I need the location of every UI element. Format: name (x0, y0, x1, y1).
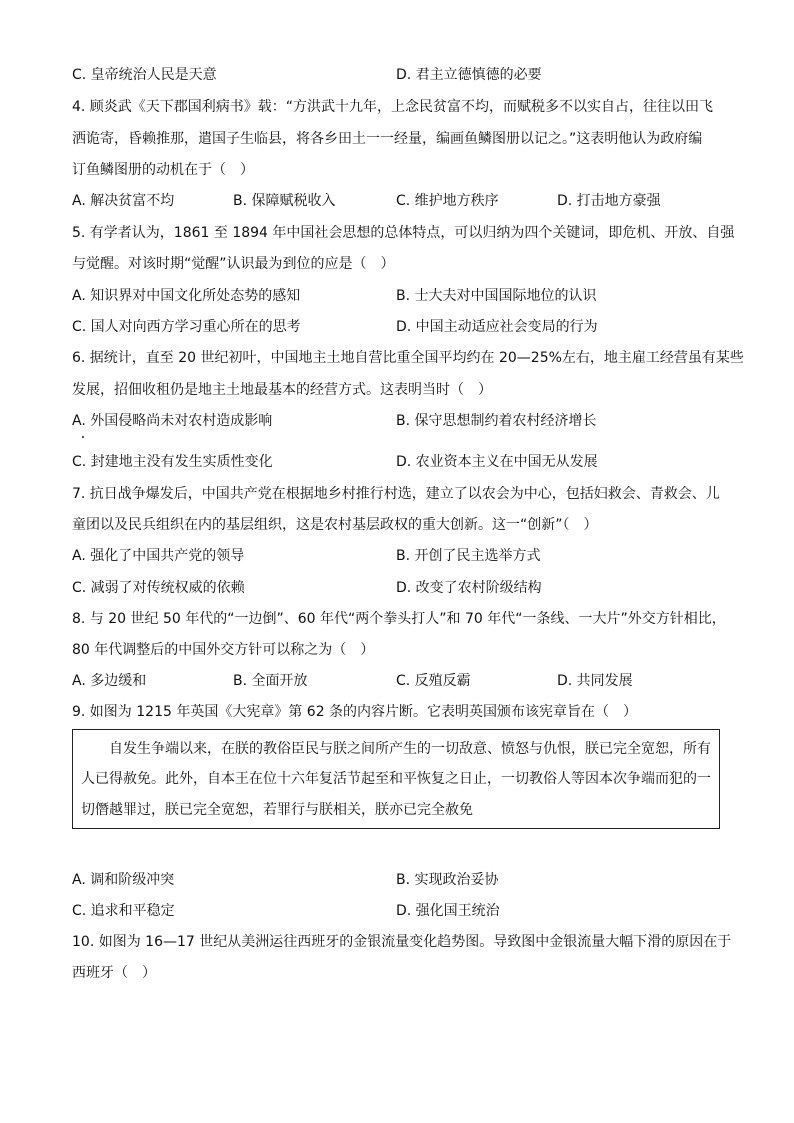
q4-stem-line-2: 洒诡寄，昏赖推那，遣国子生临县，将各乡田土一一经量，编画鱼鳞图册以记之。”这表明他认为政府编 (72, 131, 703, 147)
q9-stem-line-1: 9. 如图为 1215 年英国《大宪章》第 62 条的内容片断。它表明英国颁布该宪章旨在（ ） (72, 704, 638, 720)
q5-stem-line-1: 5. 有学者认为，1861 至 1894 年中国社会思想的总体特点，可以归纳为四个关键词，即危机、开放、自强 (72, 225, 735, 241)
q6-option-b: B. 保守思想制约着农村经济增长 (396, 413, 597, 429)
q3-option-d: D. 君主立德慎德的必要 (396, 67, 542, 83)
q7-option-b: B. 开创了民主选举方式 (396, 548, 541, 564)
q9-option-c: C. 追求和平稳定 (72, 903, 175, 919)
q8-option-d: D. 共同发展 (557, 673, 633, 689)
q6-stem-line-1: 6. 据统计，直至 20 世纪初叶，中国地主土地自营比重全国平均约在 20—25%左右，地主雇工经营虽有某些 (72, 350, 744, 366)
q8-option-a: A. 多边缓和 (72, 673, 147, 689)
q8-option-c: C. 反殖反霸 (396, 673, 471, 689)
q10-stem-line-1: 10. 如图为 16—17 世纪从美洲运往西班牙的金银流量变化趋势图。导致图中金银流量大幅下滑的原因在于 (72, 934, 732, 950)
q7-option-a: A. 强化了中国共产党的领导 (72, 548, 245, 564)
q5-stem-line-2: 与觉醒。对该时期“觉醒”认识最为到位的应是（ ） (72, 256, 395, 272)
q5-option-d: D. 中国主动适应社会变局的行为 (396, 319, 598, 335)
q4-option-a: A. 解决贫富不均 (72, 193, 175, 209)
q8-stem-line-1: 8. 与 20 世纪 50 年代的“一边倒”、60 年代“两个拳头打人”和 70 年代“一条线、一大片”外交方针相比， (72, 611, 726, 627)
q4-option-b: B. 保障赋税收入 (233, 193, 336, 209)
q6-option-c: C. 封建地主没有发生实质性变化 (72, 454, 273, 470)
q5-option-b: B. 士大夫对中国国际地位的认识 (396, 288, 597, 304)
q4-option-c: C. 维护地方秩序 (396, 193, 499, 209)
q9-option-a: A. 调和阶级冲突 (72, 872, 175, 888)
quote-line-3: 切僭越罪过，朕已完全宽恕，若罪行与朕相关，朕亦已完全赦免 (81, 802, 473, 818)
quote-line-1: 自发生争端以来，在朕的教俗臣民与朕之间所产生的一切敌意、愤怒与仇恨，朕已完全宽恕，所有 (81, 741, 711, 757)
q8-option-b: B. 全面开放 (233, 673, 308, 689)
q6-option-d: D. 农业资本主义在中国无从发展 (396, 454, 598, 470)
q4-stem-line-1: 4. 顾炎武《天下郡国利病书》载：“方洪武十九年，上念民贫富不均，而赋税多不以实自占，往往以田飞 (72, 99, 714, 115)
q7-option-d: D. 改变了农村阶级结构 (396, 580, 542, 596)
q10-stem-line-2: 西班牙（ ） (72, 965, 156, 981)
q4-stem-line-3: 订鱼鳞图册的动机在于（ ） (72, 162, 254, 178)
q6-stem-line-2: 发展，招佃收租仍是地主土地最基本的经营方式。这表明当时（ ） (72, 382, 492, 398)
quote-line-2: 人已得赦免。此外，自本王在位十六年复活节起至和平恢复之日止，一切教俗人等因本次争端而犯的一 (81, 771, 711, 787)
q5-option-c: C. 国人对向西方学习重心所在的思考 (72, 319, 301, 335)
q9-option-d: D. 强化国王统治 (396, 903, 500, 919)
q7-stem-line-2: 童团以及民兵组织在内的基层组织，这是农村基层政权的重大创新。这一“创新”（ ） (72, 517, 598, 533)
q5-option-a: A. 知识界对中国文化所处态势的感知 (72, 288, 301, 304)
q7-option-c: C. 减弱了对传统权威的依赖 (72, 580, 245, 596)
q7-stem-line-1: 7. 抗日战争爆发后，中国共产党在根据地乡村推行村选，建立了以农会为中心，包括妇救会、青救会、儿 (72, 486, 720, 502)
q4-option-d: D. 打击地方豪强 (557, 193, 661, 209)
q9-option-b: B. 实现政治妥协 (396, 872, 499, 888)
q6-option-a: A. 外国侵略尚未对农村造成影响 (72, 413, 273, 429)
magna-carta-quote-box (72, 729, 720, 829)
q8-stem-line-2: 80 年代调整后的中国外交方针可以称之为（ ） (72, 642, 375, 658)
q3-option-c: C. 皇帝统治人民是天意 (72, 67, 217, 83)
stray-dot-mark (82, 436, 84, 438)
